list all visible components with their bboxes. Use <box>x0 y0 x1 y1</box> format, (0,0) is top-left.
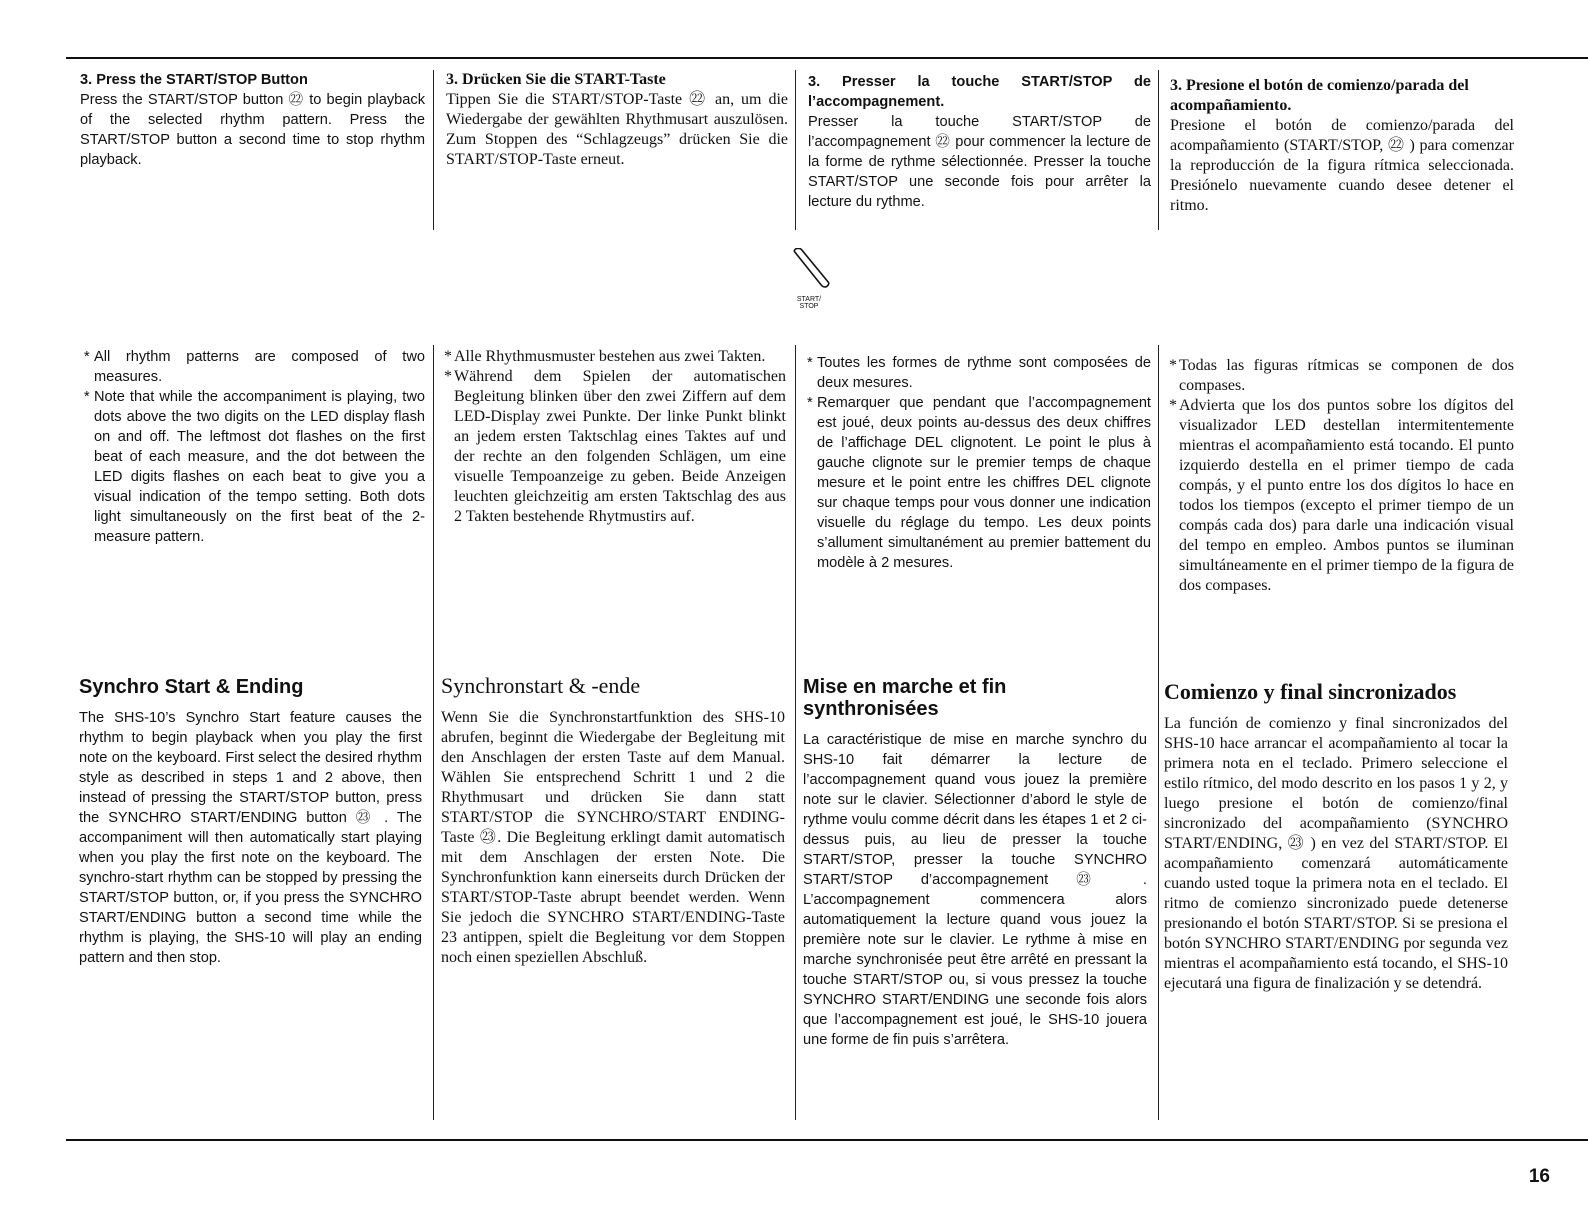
column-divider <box>795 345 796 1120</box>
footnote: * Toutes les formes de rythme sont composées de deux mesures. <box>807 355 1151 391</box>
footnote-text: All rhythm patterns are composed of two measures. <box>94 349 425 385</box>
section-body: Wenn Sie die Synchronstartfunktion des SHS-10 abrufen, beginnt die Wiedergabe der Begleitung mit den Anschlagen der ersten Taste auf dem Manual. Wählen Sie entsprechend Schritt 1 und 2 die Rhythmusart und drücken Sie dann statt START/STOP die SYNCHRO/START ENDING-Taste ㉓. Die Begleitung erklingt damit automatisch mit dem Anschlagen der ersten Note. Die Synchronfunktion kann einerseits durch Drücken der START/STOP-Taste abrupt beendet werden. Wenn Sie jedoch die SYNCHRO START/ENDING-Taste 23 antippen, spielt die Begleitung vor dem Stoppen noch einen speziellen Abschluß. <box>441 709 785 966</box>
bottom-rule <box>66 1139 1588 1141</box>
footnote-text: Alle Rhythmusmuster bestehen aus zwei Takten. <box>454 348 766 365</box>
notes-fr <box>807 353 1151 573</box>
section-heading: Comienzo y final sincronizados <box>1164 679 1457 704</box>
step3-es-title: 3. Presione el botón de comienzo/parada del acompañamiento. <box>1170 77 1469 114</box>
section-body: The SHS-10’s Synchro Start feature causes the rhythm to begin playback when you play the first note on the keyboard. First select the desired rhythm style as described in steps 1 and 2 above, then instead of pressing the START/STOP button, press the SYNCHRO START/ENDING button ㉓ . The accompaniment will then automatically start playing when you play the first note on the keyboard. The synchro-start rhythm can be stopped by pressing the START/STOP button, or, if you press the SYNCHRO START/ENDING button a second time while the rhythm is playing, the SHS-10 will play an ending pattern and then stop. <box>79 710 422 966</box>
step3-en-body: Press the START/STOP button ㉒ to begin playback of the selected rhythm pattern. Press the START/STOP button a second time to stop rhythm playback. <box>80 92 425 168</box>
footnote: * Alle Rhythmusmuster bestehen aus zwei Takten. <box>444 347 786 367</box>
start-stop-label-line1: START/ <box>796 296 822 303</box>
column-divider <box>1158 70 1159 230</box>
step3-es-body: Presione el botón de comienzo/parada del acompañamiento (START/STOP, ㉒ ) para comenzar la reproducción de la figura rítmica seleccionada. Presiónelo nuevamente cuando desee detener el ritmo. <box>1170 117 1514 214</box>
section-heading: Synchro Start & Ending <box>79 676 304 698</box>
start-stop-key-graphic <box>774 248 844 298</box>
section-body: La caractéristique de mise en marche synchro du SHS-10 fait démarrer la lecture de l’accompagnement quand vous jouez la première note sur le clavier. Sélectionner d’abord le style de rythme voulu comme décrit dans les étapes 1 et 2 ci-dessus puis, au lieu de presser la touche START/STOP, presser la touche SYNCHRO START/STOP d’accompagnement ㉓ . L’accompagnement commencera alors automatiquement la lecture quand vous jouez la première note sur le clavier. Le rythme à mise en marche synchronisée peut être arrêté en pressant la touche START/STOP ou, si vous pressez la touche SYNCHRO START/ENDING une seconde fois alors que l’accompagnement est joué, le SHS-10 jouera une forme de fin puis s’arrêtera. <box>803 732 1147 1048</box>
footnote-text: Todas las figuras rítmicas se componen de dos compases. <box>1179 357 1514 394</box>
footnote-text: Remarquer que pendant que l’accompagnement est joué, deux points au-dessus des deux chiffres de l’affichage DEL clignotent. Le point le plus à gauche clignote sur le premier temps de chaque mesure et le point entre les chiffres DEL clignote sur chaque temps pour vous donner une indication visuelle du réglage du tempo. Les deux points s’allument simultanément au premier battement du modèle à 2 mesures. <box>817 395 1151 571</box>
notes-es <box>1169 356 1514 596</box>
step3-de <box>446 70 788 170</box>
top-rule <box>66 57 1588 59</box>
step3-fr-body: Presser la touche START/STOP de l’accompagnement ㉒ pour commencer la lecture de la forme de rythme sélectionnée. Presser la touche START/STOP une seconde fois pour arrêter la lecture du rythme. <box>808 114 1151 210</box>
step3-en <box>80 70 425 170</box>
step3-es <box>1170 76 1514 216</box>
notes-de <box>444 347 786 527</box>
step3-de-title: 3. Drücken Sie die START-Taste <box>446 71 666 88</box>
section-heading: Mise en marche et fin synthronisées <box>803 676 1007 720</box>
footnote: * All rhythm patterns are composed of two measures. <box>84 349 425 385</box>
notes-en <box>84 347 425 547</box>
footnote: * Remarquer que pendant que l’accompagnement est joué, deux points au-dessus des deux chiffres de l’affichage DEL clignotent. Le point le plus à gauche clignote sur le premier temps de chaque mesure et le point entre les chiffres DEL clignote sur chaque temps pour vous donner une indication visuelle du réglage du tempo. Les deux points s’allument simultanément au premier battement du modèle à 2 mesures. <box>807 395 1151 571</box>
footnote: * Advierta que los dos puntos sobre los dígitos del visualizador LED destellan intermitentemente mientras el acompañamiento está tocando. El punto izquierdo destella en el primer tiempo de cada compás, y el punto entre los dos dígitos lo hace en todos los tiempos (excepto el primer tiempo de un compás cada dos) para darle una indicación visual del tempo en empleo. Ambos puntos se iluminan simultáneamente en el primer tiempo de la figura de dos compases. <box>1169 397 1514 594</box>
footnote-text: Note that while the accompaniment is playing, two dots above the two digits on the LED display flash on and off. The leftmost dot flashes on the first beat of each measure, and the dot between the LED digits flashes on each beat to give you a visual indication of the tempo setting. Both dots light simultaneously on the first beat of the 2-measure pattern. <box>94 389 425 545</box>
step3-de-body: Tippen Sie die START/STOP-Taste ㉒ an, um die Wiedergabe der gewählten Rhythmusart auszulösen. Zum Stoppen des “Schlagzeugs” drücken Sie die START/STOP-Taste erneut. <box>446 91 788 168</box>
synchro-es <box>1164 680 1508 994</box>
section-body: La función de comienzo y final sincronizados del SHS-10 hace arrancar el acompañamiento al tocar la primera nota en el teclado. Primero seleccione el estilo rítmico, del modo descrito en los pasos 1 y 2, y luego presione el botón de comienzo/final sincronizado del acompañamiento (SYNCHRO START/ENDING, ㉓ ) en vez del START/STOP. El acompañamiento comenzará automáticamente cuando usted toque la primera nota en el teclado. El ritmo de comienzo sincronizado puede detenerse presionando el botón START/STOP. Si se presiona el botón SYNCHRO START/ENDING por segunda vez mientras el acompañamiento está tocando, el SHS-10 ejecutará una figura de finalización y se detendrá. <box>1164 715 1508 992</box>
column-divider <box>433 70 434 230</box>
step3-fr-title: 3. Presser la touche START/STOP de l’accompagnement. <box>808 74 1151 110</box>
footnote-text: Advierta que los dos puntos sobre los dígitos del visualizador LED destellan intermitentemente mientras el acompañamiento está tocando. El punto izquierdo destella en el primer tiempo de cada compás, y el punto entre los dos dígitos lo hace en todos los tiempos (excepto el primer tiempo de un compás cada dos) para darle una indicación visual del tempo en empleo. Ambos puntos se iluminan simultáneamente en el primer tiempo de la figura de dos compases. <box>1179 397 1514 594</box>
synchro-en <box>79 676 422 968</box>
page-number: 16 <box>1528 1166 1550 1187</box>
footnote: * Todas las figuras rítmicas se componen de dos compases. <box>1169 357 1514 394</box>
column-divider <box>1158 345 1159 1120</box>
start-stop-label-line2: STOP <box>799 303 819 310</box>
section-heading: Synchronstart & -ende <box>441 673 641 698</box>
synchro-fr <box>803 676 1147 1050</box>
footnote: * Note that while the accompaniment is playing, two dots above the two digits on the LED display flash on and off. The leftmost dot flashes on the first beat of each measure, and the dot between the LED digits flashes on each beat to give you a visual indication of the tempo setting. Both dots light simultaneously on the first beat of the 2-measure pattern. <box>84 389 425 545</box>
footnote-text: Toutes les formes de rythme sont composées de deux mesures. <box>817 355 1151 391</box>
step3-fr <box>808 72 1151 212</box>
step3-en-title: 3. Press the START/STOP Button <box>80 72 308 88</box>
footnote-text: Während dem Spielen der automatischen Begleitung blinken über den zwei Ziffern auf dem LED-Display zwei Punkte. Der linke Punkt blinkt an jedem ersten Taktschlag eines Taktes auf und der rechte an den folgenden Schlägen, um eine visuelle Tempoanzeige zu geben. Beide Anzeigen leuchten gleichzeitig am ersten Taktschlag des aus 2 Takten bestehende Rhytmustirs auf. <box>454 368 786 525</box>
synchro-de <box>441 674 785 968</box>
start-stop-icon-label <box>774 296 844 310</box>
column-divider <box>795 70 796 230</box>
column-divider <box>433 345 434 1120</box>
start-stop-button-icon <box>774 248 844 318</box>
footnote: * Während dem Spielen der automatischen Begleitung blinken über den zwei Ziffern auf dem LED-Display zwei Punkte. Der linke Punkt blinkt an jedem ersten Taktschlag eines Taktes auf und der rechte an den folgenden Schlägen, um eine visuelle Tempoanzeige zu geben. Beide Anzeigen leuchten gleichzeitig am ersten Taktschlag des aus 2 Takten bestehende Rhytmustirs auf. <box>444 368 786 525</box>
